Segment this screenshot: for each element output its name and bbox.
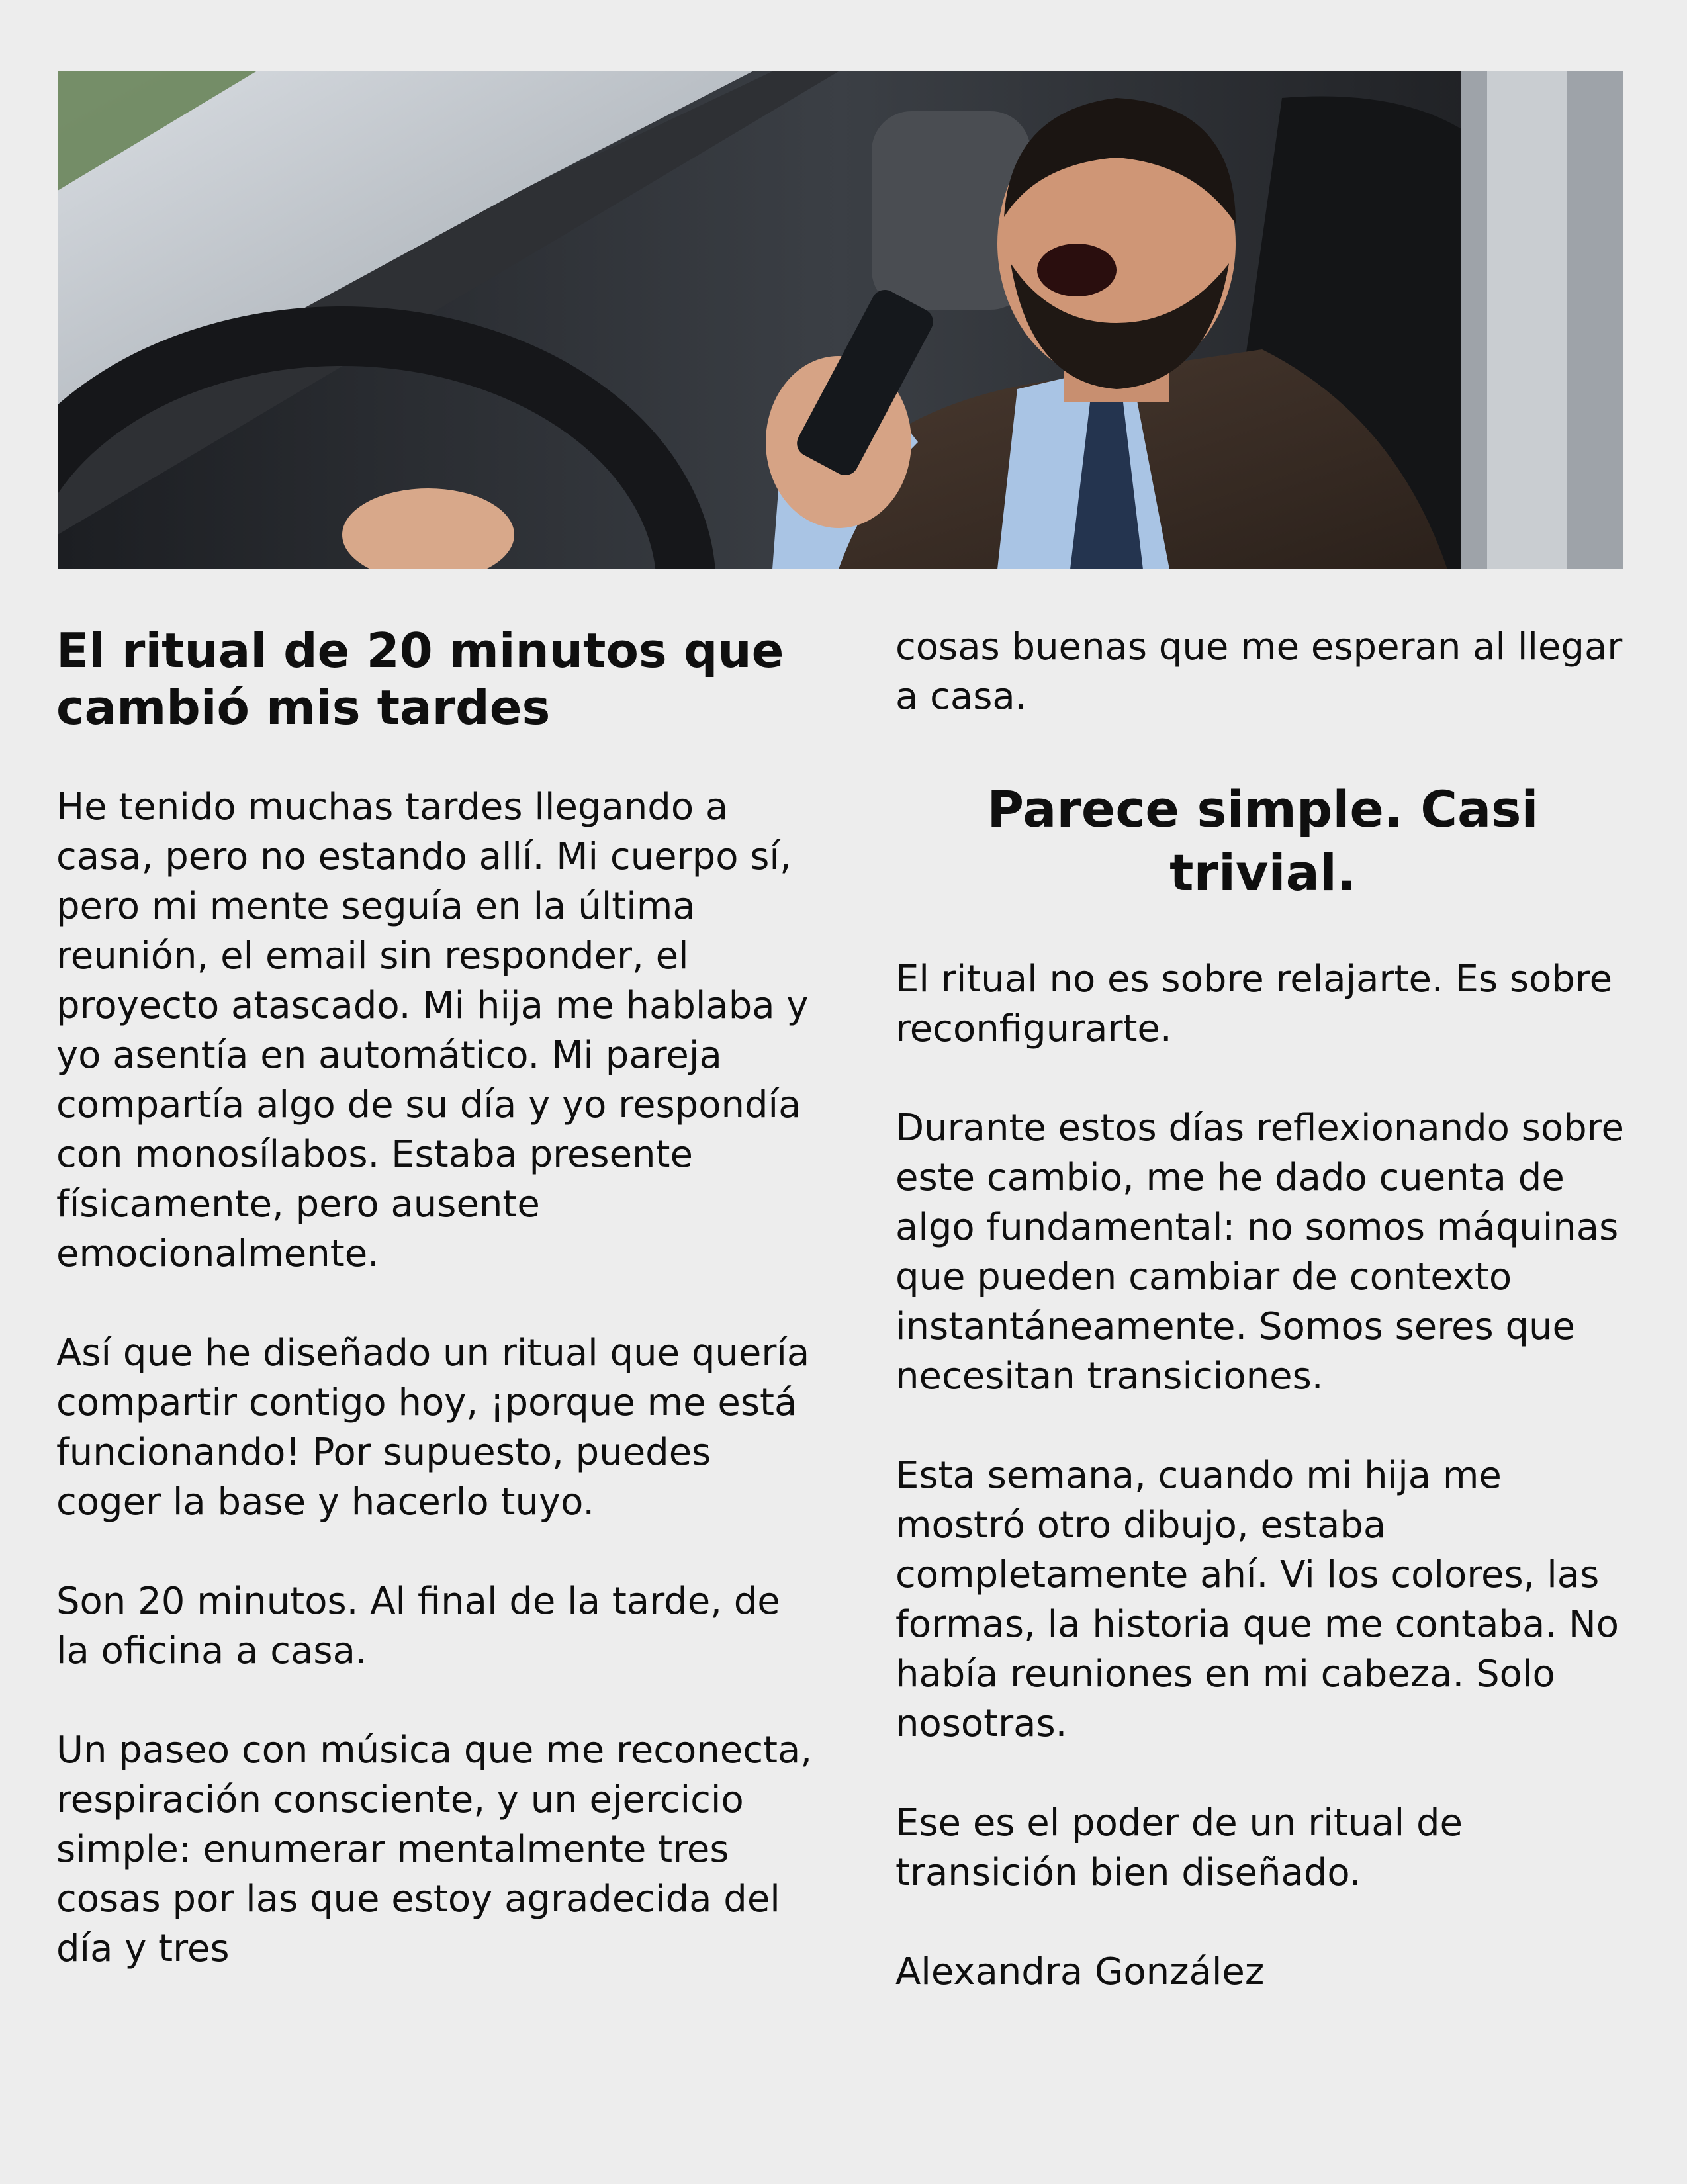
- paragraph: Un paseo con música que me reconecta, respiración consciente, y un ejercicio simple: enumerar mentalmente tres cosas por las que estoy agradecida del día y tres: [56, 1729, 813, 1970]
- paragraph: Ese es el poder de un ritual de transición bien diseñado.: [895, 1801, 1463, 1894]
- paragraph: Esta semana, cuando mi hija me mostró otro dibujo, estaba completamente ahí. Vi los colores, las formas, la historia que me contaba. No había reuniones en mi cabeza. Solo nosotras.: [895, 1454, 1619, 1745]
- hero-image: [58, 71, 1623, 569]
- paragraph: Así que he diseñado un ritual que quería compartir contigo hoy, ¡porque me está funcionando! Por supuesto, puedes coger la base y hacerlo tuyo.: [56, 1332, 810, 1524]
- paragraph: Son 20 minutos. Al final de la tarde, de la oficina a casa.: [56, 1580, 780, 1672]
- pull-quote: Parece simple. Casi trivial.: [987, 780, 1539, 902]
- paragraph: He tenido muchas tardes llegando a casa, pero no estando allí. Mi cuerpo sí, pero mi mente seguía en la última reunión, el email sin responder, el proyecto atascado. Mi hija me hablaba y yo asentía en automático. Mi pareja compartía algo de su día y yo respondía con monosílabos. Estaba presente físicamente, pero ausente emocionalmente.: [56, 786, 809, 1275]
- column-left: [56, 622, 824, 2023]
- paragraph: Durante estos días reflexionando sobre este cambio, me he dado cuenta de algo fundamental: no somos máquinas que pueden cambiar de contexto instantáneamente. Somos seres que necesitan transiciones.: [895, 1107, 1624, 1398]
- column-right: [895, 622, 1630, 2046]
- article-title: El ritual de 20 minutos que cambió mis tardes: [56, 623, 784, 735]
- car-photo: [58, 71, 1623, 569]
- paragraph: El ritual no es sobre relajarte. Es sobre reconfigurarte.: [895, 958, 1613, 1050]
- author-signature: Alexandra González: [895, 1950, 1265, 1993]
- paragraph-continuation: cosas buenas que me esperan al llegar a casa.: [895, 625, 1623, 718]
